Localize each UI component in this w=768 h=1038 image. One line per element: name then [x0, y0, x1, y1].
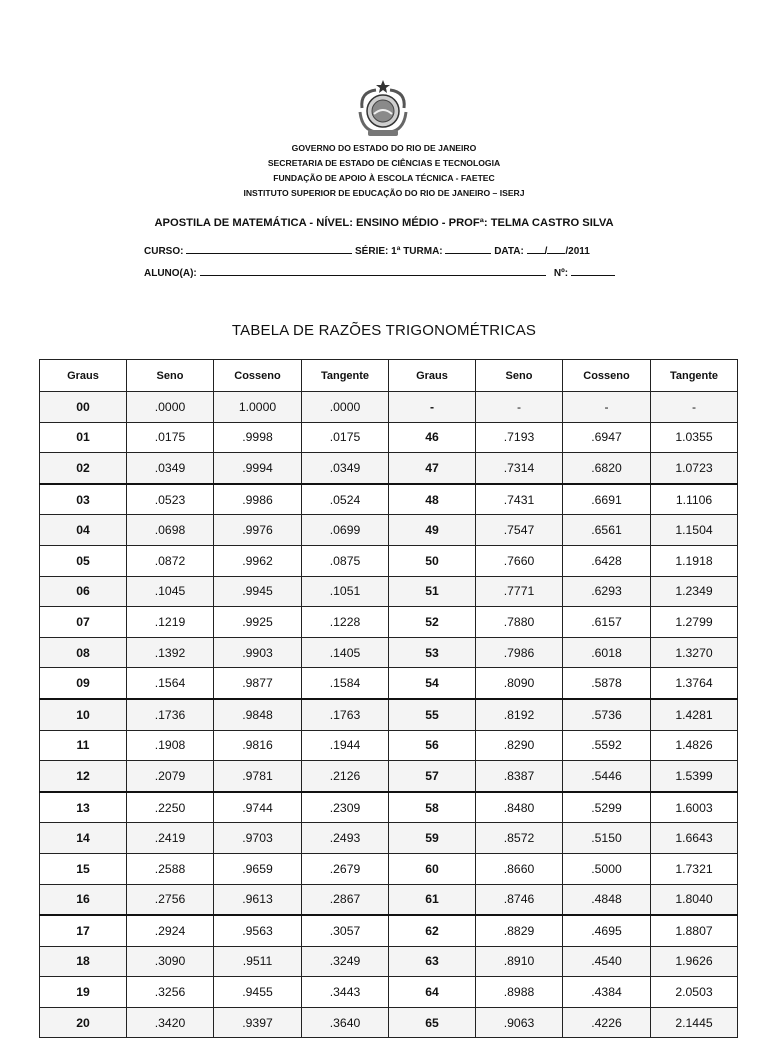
- header-line-3: FUNDAÇÃO DE APOIO À ESCOLA TÉCNICA - FAETEC: [273, 173, 495, 183]
- cell-tangente: .1228: [302, 607, 389, 638]
- cell-graus: 60: [389, 853, 476, 884]
- apostila-title: APOSTILA DE MATEMÁTICA - NÍVEL: ENSINO MÉDIO - PROFª: TELMA CASTRO SILVA: [154, 217, 614, 229]
- cell-seno: .0698: [127, 515, 214, 546]
- cell-cosseno: .9998: [214, 422, 302, 453]
- cell-cosseno: .9563: [214, 915, 302, 946]
- cell-tangente: 1.6643: [651, 823, 738, 854]
- cell-cosseno: .9848: [214, 699, 302, 730]
- cell-seno: .9063: [476, 1007, 563, 1038]
- cell-cosseno: .9976: [214, 515, 302, 546]
- cell-seno: .8480: [476, 792, 563, 823]
- cell-seno: .2079: [127, 761, 214, 792]
- cell-seno: .2250: [127, 792, 214, 823]
- cell-tangente: 1.8040: [651, 884, 738, 915]
- table-row: [40, 915, 738, 946]
- table-row: [40, 699, 738, 730]
- cell-graus: 55: [389, 699, 476, 730]
- cell-tangente: .0175: [302, 422, 389, 453]
- cell-graus: 20: [40, 1007, 127, 1038]
- column-header-seno: Seno: [127, 360, 214, 392]
- cell-tangente: 1.1918: [651, 545, 738, 576]
- data-label: DATA:: [494, 246, 524, 257]
- cell-tangente: .3640: [302, 1007, 389, 1038]
- cell-seno: .8387: [476, 761, 563, 792]
- cell-seno: .2419: [127, 823, 214, 854]
- cell-graus: 57: [389, 761, 476, 792]
- cell-cosseno: .9903: [214, 637, 302, 668]
- cell-graus: 04: [40, 515, 127, 546]
- column-header-cosseno: Cosseno: [214, 360, 302, 392]
- cell-seno: .1736: [127, 699, 214, 730]
- cell-seno: .7986: [476, 637, 563, 668]
- curso-label: CURSO:: [144, 246, 184, 257]
- cell-graus: 62: [389, 915, 476, 946]
- cell-seno: .7547: [476, 515, 563, 546]
- cell-cosseno: .9703: [214, 823, 302, 854]
- table-row: [40, 884, 738, 915]
- cell-tangente: .2126: [302, 761, 389, 792]
- data-year: 2011: [568, 246, 590, 257]
- cell-tangente: .1051: [302, 576, 389, 607]
- cell-graus: 48: [389, 484, 476, 515]
- table-row: [40, 761, 738, 792]
- cell-seno: .0175: [127, 422, 214, 453]
- aluno-label: ALUNO(A):: [144, 268, 197, 279]
- cell-tangente: 1.2799: [651, 607, 738, 638]
- cell-cosseno: .9986: [214, 484, 302, 515]
- cell-tangente: .0699: [302, 515, 389, 546]
- cell-seno: .3256: [127, 977, 214, 1008]
- column-header-cosseno-2: Cosseno: [563, 360, 651, 392]
- table-row: [40, 484, 738, 515]
- table-row: [40, 515, 738, 546]
- numero-field[interactable]: [571, 265, 615, 276]
- cell-tangente: .0349: [302, 453, 389, 484]
- cell-tangente: 1.6003: [651, 792, 738, 823]
- aluno-field[interactable]: [200, 265, 546, 276]
- cell-graus: 00: [40, 392, 127, 423]
- cell-graus: -: [389, 392, 476, 423]
- cell-seno: .0523: [127, 484, 214, 515]
- cell-cosseno: .5446: [563, 761, 651, 792]
- table-row: [40, 977, 738, 1008]
- header-line-2: SECRETARIA DE ESTADO DE CIÊNCIAS E TECNOLOGIA: [267, 158, 501, 168]
- column-header-graus: Graus: [40, 360, 127, 392]
- cell-seno: .3090: [127, 946, 214, 977]
- cell-cosseno: .9397: [214, 1007, 302, 1038]
- cell-cosseno: .4848: [563, 884, 651, 915]
- cell-tangente: 1.4826: [651, 730, 738, 761]
- cell-graus: 65: [389, 1007, 476, 1038]
- data-month-field[interactable]: [547, 243, 565, 254]
- cell-graus: 61: [389, 884, 476, 915]
- cell-cosseno: .9994: [214, 453, 302, 484]
- cell-graus: 19: [40, 977, 127, 1008]
- table-row: [40, 823, 738, 854]
- cell-graus: 53: [389, 637, 476, 668]
- cell-seno: .7660: [476, 545, 563, 576]
- cell-seno: .8290: [476, 730, 563, 761]
- cell-tangente: .0875: [302, 545, 389, 576]
- cell-tangente: .0000: [302, 392, 389, 423]
- cell-tangente: 1.5399: [651, 761, 738, 792]
- cell-cosseno: .5150: [563, 823, 651, 854]
- cell-graus: 63: [389, 946, 476, 977]
- cell-tangente: .2309: [302, 792, 389, 823]
- cell-tangente: .3057: [302, 915, 389, 946]
- column-header-graus-2: Graus: [389, 360, 476, 392]
- cell-cosseno: .9945: [214, 576, 302, 607]
- cell-cosseno: .4384: [563, 977, 651, 1008]
- table-row: [40, 576, 738, 607]
- cell-tangente: 1.2349: [651, 576, 738, 607]
- cell-seno: .0000: [127, 392, 214, 423]
- serie-label: SÉRIE: 1ª: [355, 246, 401, 257]
- cell-seno: .1219: [127, 607, 214, 638]
- cell-tangente: 1.3764: [651, 668, 738, 699]
- form-row-aluno: [144, 265, 615, 279]
- cell-cosseno: .5736: [563, 699, 651, 730]
- cell-cosseno: .9925: [214, 607, 302, 638]
- cell-graus: 12: [40, 761, 127, 792]
- cell-tangente: 1.1504: [651, 515, 738, 546]
- cell-tangente: 1.8807: [651, 915, 738, 946]
- cell-graus: 01: [40, 422, 127, 453]
- table-row: [40, 637, 738, 668]
- table-row: [40, 545, 738, 576]
- data-separator-1: /: [544, 246, 548, 257]
- cell-cosseno: .5592: [563, 730, 651, 761]
- cell-seno: .0872: [127, 545, 214, 576]
- cell-seno: .2588: [127, 853, 214, 884]
- cell-cosseno: .9659: [214, 853, 302, 884]
- cell-tangente: .2867: [302, 884, 389, 915]
- cell-graus: 11: [40, 730, 127, 761]
- cell-graus: 17: [40, 915, 127, 946]
- cell-seno: .7431: [476, 484, 563, 515]
- cell-tangente: .1405: [302, 637, 389, 668]
- turma-label: TURMA:: [403, 246, 443, 257]
- form-row-curso: [144, 243, 590, 257]
- turma-field[interactable]: [445, 243, 491, 254]
- cell-cosseno: .4695: [563, 915, 651, 946]
- cell-tangente: 1.0723: [651, 453, 738, 484]
- cell-cosseno: .6820: [563, 453, 651, 484]
- cell-graus: 09: [40, 668, 127, 699]
- cell-seno: .8572: [476, 823, 563, 854]
- cell-cosseno: .9511: [214, 946, 302, 977]
- cell-tangente: -: [651, 392, 738, 423]
- table-row: [40, 422, 738, 453]
- cell-cosseno: .4226: [563, 1007, 651, 1038]
- cell-graus: 47: [389, 453, 476, 484]
- cell-cosseno: .5000: [563, 853, 651, 884]
- table-row: [40, 853, 738, 884]
- cell-graus: 16: [40, 884, 127, 915]
- trig-ratios-table: [39, 359, 738, 1038]
- table-header-row: [40, 360, 738, 392]
- table-row: [40, 792, 738, 823]
- cell-graus: 02: [40, 453, 127, 484]
- cell-seno: -: [476, 392, 563, 423]
- cell-seno: .7314: [476, 453, 563, 484]
- cell-cosseno: .6157: [563, 607, 651, 638]
- cell-graus: 56: [389, 730, 476, 761]
- cell-cosseno: .9877: [214, 668, 302, 699]
- cell-cosseno: .6018: [563, 637, 651, 668]
- cell-cosseno: .9816: [214, 730, 302, 761]
- cell-tangente: 1.7321: [651, 853, 738, 884]
- cell-tangente: 1.4281: [651, 699, 738, 730]
- cell-cosseno: -: [563, 392, 651, 423]
- header-line-1: GOVERNO DO ESTADO DO RIO DE JANEIRO: [291, 143, 477, 153]
- cell-graus: 03: [40, 484, 127, 515]
- cell-cosseno: .6947: [563, 422, 651, 453]
- cell-graus: 46: [389, 422, 476, 453]
- cell-graus: 15: [40, 853, 127, 884]
- cell-tangente: .2679: [302, 853, 389, 884]
- cell-graus: 10: [40, 699, 127, 730]
- table-row: [40, 946, 738, 977]
- cell-seno: .8910: [476, 946, 563, 977]
- cell-graus: 64: [389, 977, 476, 1008]
- column-header-tangente: Tangente: [302, 360, 389, 392]
- cell-tangente: .1944: [302, 730, 389, 761]
- cell-cosseno: 1.0000: [214, 392, 302, 423]
- data-separator-2: /: [565, 246, 569, 257]
- cell-tangente: .0524: [302, 484, 389, 515]
- cell-seno: .0349: [127, 453, 214, 484]
- cell-tangente: 2.1445: [651, 1007, 738, 1038]
- cell-graus: 08: [40, 637, 127, 668]
- table-row: [40, 392, 738, 423]
- cell-graus: 58: [389, 792, 476, 823]
- header-line-4: INSTITUTO SUPERIOR DE EDUCAÇÃO DO RIO DE JANEIRO – ISERJ: [243, 188, 525, 198]
- cell-tangente: 1.3270: [651, 637, 738, 668]
- cell-seno: .1908: [127, 730, 214, 761]
- cell-seno: .8090: [476, 668, 563, 699]
- cell-cosseno: .6561: [563, 515, 651, 546]
- cell-seno: .2924: [127, 915, 214, 946]
- table-row: [40, 730, 738, 761]
- cell-cosseno: .9744: [214, 792, 302, 823]
- cell-cosseno: .4540: [563, 946, 651, 977]
- state-coat-of-arms-icon: [354, 78, 412, 140]
- cell-cosseno: .9613: [214, 884, 302, 915]
- cell-graus: 52: [389, 607, 476, 638]
- cell-seno: .8192: [476, 699, 563, 730]
- cell-graus: 59: [389, 823, 476, 854]
- cell-tangente: 1.1106: [651, 484, 738, 515]
- cell-tangente: .3443: [302, 977, 389, 1008]
- curso-field[interactable]: [186, 243, 352, 254]
- cell-graus: 54: [389, 668, 476, 699]
- cell-graus: 51: [389, 576, 476, 607]
- cell-cosseno: .6293: [563, 576, 651, 607]
- cell-tangente: 2.0503: [651, 977, 738, 1008]
- table-title: TABELA DE RAZÕES TRIGONOMÉTRICAS: [231, 322, 537, 339]
- column-header-tangente-2: Tangente: [651, 360, 738, 392]
- cell-graus: 13: [40, 792, 127, 823]
- cell-seno: .8746: [476, 884, 563, 915]
- column-header-seno-2: Seno: [476, 360, 563, 392]
- cell-seno: .2756: [127, 884, 214, 915]
- table-row: [40, 453, 738, 484]
- table-row: [40, 1007, 738, 1038]
- cell-graus: 49: [389, 515, 476, 546]
- cell-cosseno: .6691: [563, 484, 651, 515]
- cell-tangente: 1.9626: [651, 946, 738, 977]
- cell-seno: .7771: [476, 576, 563, 607]
- cell-graus: 14: [40, 823, 127, 854]
- cell-graus: 05: [40, 545, 127, 576]
- table-row: [40, 668, 738, 699]
- data-day-field[interactable]: [527, 243, 545, 254]
- cell-cosseno: .5299: [563, 792, 651, 823]
- cell-cosseno: .6428: [563, 545, 651, 576]
- cell-graus: 06: [40, 576, 127, 607]
- cell-seno: .1045: [127, 576, 214, 607]
- cell-graus: 50: [389, 545, 476, 576]
- numero-label: Nº:: [553, 268, 569, 279]
- cell-seno: .1564: [127, 668, 214, 699]
- cell-seno: .8829: [476, 915, 563, 946]
- cell-seno: .3420: [127, 1007, 214, 1038]
- cell-cosseno: .9962: [214, 545, 302, 576]
- cell-seno: .7880: [476, 607, 563, 638]
- cell-cosseno: .9781: [214, 761, 302, 792]
- cell-cosseno: .9455: [214, 977, 302, 1008]
- cell-graus: 07: [40, 607, 127, 638]
- cell-seno: .8988: [476, 977, 563, 1008]
- cell-seno: .7193: [476, 422, 563, 453]
- cell-seno: .1392: [127, 637, 214, 668]
- cell-graus: 18: [40, 946, 127, 977]
- cell-seno: .8660: [476, 853, 563, 884]
- cell-tangente: 1.0355: [651, 422, 738, 453]
- cell-tangente: .3249: [302, 946, 389, 977]
- cell-tangente: .1763: [302, 699, 389, 730]
- table-row: [40, 607, 738, 638]
- institution-header: [0, 141, 768, 201]
- cell-cosseno: .5878: [563, 668, 651, 699]
- cell-tangente: .2493: [302, 823, 389, 854]
- cell-tangente: .1584: [302, 668, 389, 699]
